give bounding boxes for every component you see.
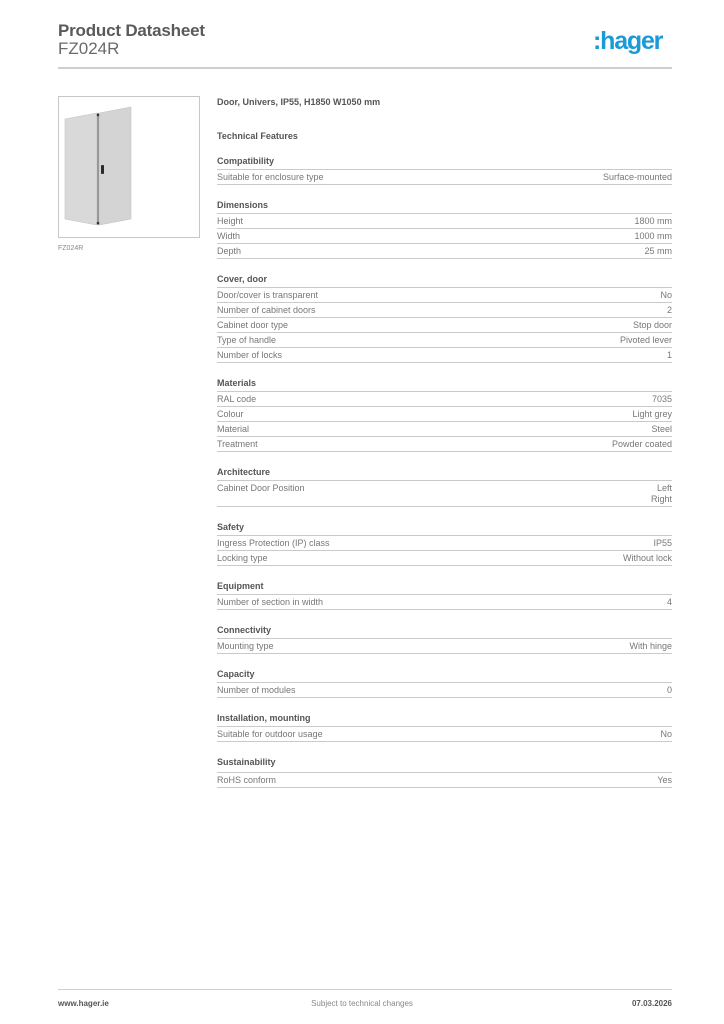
- section-sustainability: [217, 757, 672, 788]
- header-divider: [58, 67, 672, 69]
- section-cover-door: [217, 274, 672, 363]
- spec-label: Height: [217, 216, 244, 226]
- spec-value: 2: [666, 305, 672, 315]
- spec-label: Depth: [217, 246, 242, 256]
- section-title: Sustainability: [217, 757, 672, 773]
- spec-row: [217, 244, 672, 259]
- spec-value: 25 mm: [644, 246, 672, 256]
- spec-label: Suitable for enclosure type: [217, 172, 324, 182]
- spec-row: [217, 639, 672, 654]
- section-architecture: [217, 467, 672, 507]
- spec-label: Door/cover is transparent: [217, 290, 319, 300]
- spec-label: RoHS conform: [217, 775, 277, 785]
- section-connectivity: [217, 625, 672, 654]
- spec-row: [217, 288, 672, 303]
- section-installation-mounting: [217, 713, 672, 742]
- spec-value: 1: [666, 350, 672, 360]
- section-equipment: [217, 581, 672, 610]
- spec-value-line: Right: [650, 494, 672, 504]
- spec-row: [217, 229, 672, 244]
- spec-label: Suitable for outdoor usage: [217, 729, 323, 739]
- product-description: Door, Univers, IP55, H1850 W1050 mm: [217, 97, 381, 107]
- spec-label: Locking type: [217, 553, 268, 563]
- spec-row: [217, 170, 672, 185]
- spec-label: Material: [217, 424, 250, 434]
- spec-value: Powder coated: [611, 439, 672, 449]
- spec-value-line: Left: [656, 483, 672, 493]
- double-door-icon: [59, 97, 199, 237]
- section-materials: [217, 378, 672, 452]
- spec-label: Width: [217, 231, 241, 241]
- footer-website: www.hager.ie: [58, 999, 109, 1008]
- spec-value: 7035: [651, 394, 672, 404]
- section-title: Architecture: [217, 467, 672, 481]
- spec-row: [217, 422, 672, 437]
- spec-value: No: [660, 290, 672, 300]
- spec-row: [217, 318, 672, 333]
- spec-value: IP55: [653, 538, 672, 548]
- spec-label: Number of modules: [217, 685, 296, 695]
- section-title: Cover, door: [217, 274, 672, 288]
- spec-label: Ingress Protection (IP) class: [217, 538, 330, 548]
- footer-divider: [58, 989, 672, 990]
- product-image: [58, 96, 200, 238]
- spec-row: [217, 683, 672, 698]
- spec-value: No: [660, 729, 672, 739]
- section-safety: [217, 522, 672, 566]
- spec-row: [217, 303, 672, 318]
- spec-value: Surface-mounted: [602, 172, 672, 182]
- spec-row: [217, 214, 672, 229]
- spec-value: Yes: [657, 775, 672, 785]
- section-title: Connectivity: [217, 625, 672, 639]
- spec-row: [217, 727, 672, 742]
- spec-value: Steel: [651, 424, 672, 434]
- spec-row: [217, 348, 672, 363]
- spec-row: [217, 773, 672, 788]
- spec-value: With hinge: [629, 641, 672, 651]
- product-code: FZ024R: [58, 39, 120, 58]
- spec-value: Light grey: [632, 409, 672, 419]
- spec-label: Number of cabinet doors: [217, 305, 316, 315]
- spec-row: [217, 437, 672, 452]
- section-title: Installation, mounting: [217, 713, 672, 727]
- section-title: Equipment: [217, 581, 672, 595]
- spec-value: Pivoted lever: [619, 335, 672, 345]
- spec-row: [217, 551, 672, 566]
- spec-row: [217, 392, 672, 407]
- spec-label: Number of locks: [217, 350, 283, 360]
- spec-row: [217, 333, 672, 348]
- page-title: Product Datasheet: [58, 21, 205, 40]
- spec-label: Cabinet Door Position: [217, 483, 305, 493]
- section-title: Compatibility: [217, 156, 672, 170]
- spec-value: 1000 mm: [634, 231, 672, 241]
- spec-label: Number of section in width: [217, 597, 324, 607]
- spec-label: RAL code: [217, 394, 257, 404]
- hager-logo: :hager: [593, 27, 663, 55]
- spec-value: 1800 mm: [634, 216, 672, 226]
- spec-row: [217, 481, 672, 507]
- image-caption: FZ024R: [58, 245, 84, 252]
- section-title: Dimensions: [217, 200, 672, 214]
- section-dimensions: [217, 200, 672, 259]
- spec-value: 0: [666, 685, 672, 695]
- section-compatibility: [217, 156, 672, 185]
- spec-label: Treatment: [217, 439, 258, 449]
- footer-notice: Subject to technical changes: [311, 999, 413, 1008]
- spec-label: Mounting type: [217, 641, 274, 651]
- technical-features-heading: Technical Features: [217, 131, 298, 141]
- spec-label: Cabinet door type: [217, 320, 289, 330]
- section-title: Capacity: [217, 669, 672, 683]
- spec-row: [217, 407, 672, 422]
- section-title: Safety: [217, 522, 672, 536]
- spec-row: [217, 595, 672, 610]
- datasheet-content: [217, 96, 672, 788]
- spec-value: Stop door: [632, 320, 672, 330]
- spec-label: Colour: [217, 409, 244, 419]
- spec-value: [651, 483, 672, 504]
- spec-label: Type of handle: [217, 335, 277, 345]
- spec-value: 4: [666, 597, 672, 607]
- spec-row: [217, 536, 672, 551]
- footer-date: 07.03.2026: [631, 999, 672, 1008]
- spec-value: Without lock: [622, 553, 672, 563]
- section-title: Materials: [217, 378, 672, 392]
- section-capacity: [217, 669, 672, 698]
